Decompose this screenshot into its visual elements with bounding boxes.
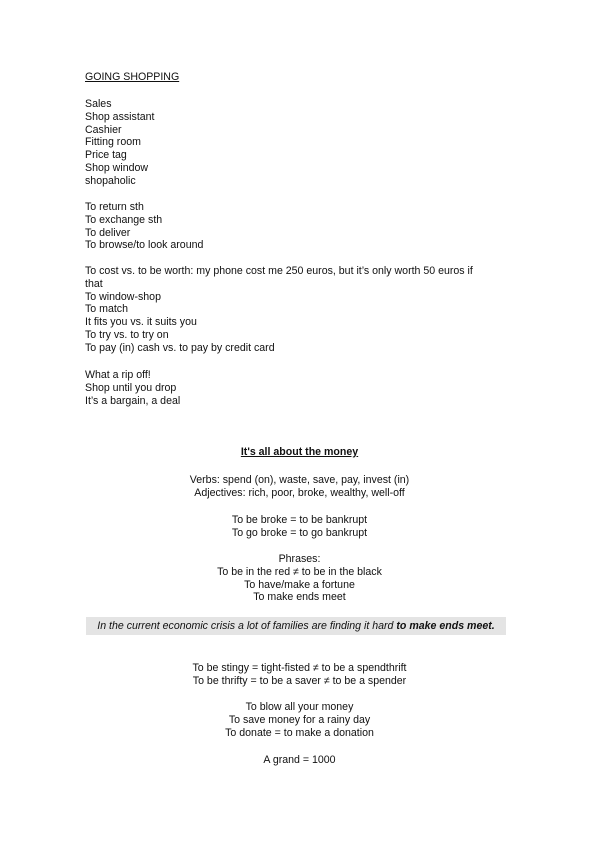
money-actions-block	[0, 701, 599, 739]
list-item: To be thrifty = to be a saver ≠ to be a spender	[192, 674, 407, 687]
money-vocab-block	[0, 474, 599, 500]
shopping-title-block	[85, 71, 525, 84]
list-item: To make ends meet	[253, 591, 346, 604]
example-plain: In the current economic crisis a lot of families are finding it hard	[97, 620, 397, 632]
money-adjectives: Adjectives: rich, poor, broke, wealthy, well-off	[194, 486, 405, 499]
grand-definition: A grand = 1000	[263, 754, 336, 766]
list-item: To exchange sth	[85, 213, 163, 226]
list-item: It fits you vs. it suits you	[85, 316, 197, 329]
list-item: To be in the red ≠ to be in the black	[217, 565, 382, 578]
list-item: To browse/to look around	[85, 239, 204, 252]
list-item: shopaholic	[85, 174, 136, 187]
shopping-contrasts-list	[85, 265, 525, 355]
list-item: To be broke = to be bankrupt	[231, 514, 368, 526]
phrases-label: Phrases:	[278, 553, 321, 565]
shopping-verbs-list	[85, 201, 525, 252]
list-item: To window-shop	[85, 290, 161, 303]
money-title-block	[0, 446, 599, 459]
example-sentence	[86, 620, 506, 633]
list-item: To deliver	[85, 226, 131, 239]
list-item: To donate = to make a donation	[225, 726, 374, 739]
list-item: Shop until you drop	[85, 381, 177, 394]
money-verbs: Verbs: spend (on), waste, save, pay, invest (in)	[189, 474, 410, 486]
list-item: Cashier	[85, 123, 122, 136]
money-phrases-block	[0, 553, 599, 604]
example-bold: to make ends meet.	[396, 620, 495, 632]
list-item: Price tag	[85, 149, 127, 162]
money-broke-block	[0, 514, 599, 540]
list-item: To be stingy = tight-fisted ≠ to be a spendthrift	[192, 662, 407, 674]
shopping-title: GOING SHOPPING	[85, 71, 180, 83]
list-item: Shop window	[85, 161, 149, 174]
money-title: It's all about the money	[240, 446, 359, 458]
list-item: Fitting room	[85, 136, 141, 149]
list-item: To return sth	[85, 201, 144, 213]
list-item: To go broke = to go bankrupt	[231, 526, 368, 539]
list-item: It’s a bargain, a deal	[85, 394, 181, 407]
money-spending-block	[0, 662, 599, 688]
list-item: To cost vs. to be worth: my phone cost me 250 euros, but it’s only worth 50 euros if	[85, 265, 473, 277]
list-item: To pay (in) cash vs. to pay by credit card	[85, 341, 275, 354]
list-item: What a rip off!	[85, 369, 151, 381]
list-item: Shop assistant	[85, 110, 155, 123]
list-item: To save money for a rainy day	[228, 713, 371, 726]
list-item: To have/make a fortune	[244, 578, 355, 591]
list-item: To try vs. to try on	[85, 328, 169, 341]
money-grand-block	[0, 754, 599, 767]
shopping-expressions-list	[85, 369, 525, 407]
list-item: Sales	[85, 98, 112, 110]
list-item: To match	[85, 303, 128, 316]
list-item: that	[85, 277, 103, 290]
shopping-nouns-list	[85, 98, 525, 188]
list-item: To blow all your money	[245, 701, 354, 713]
